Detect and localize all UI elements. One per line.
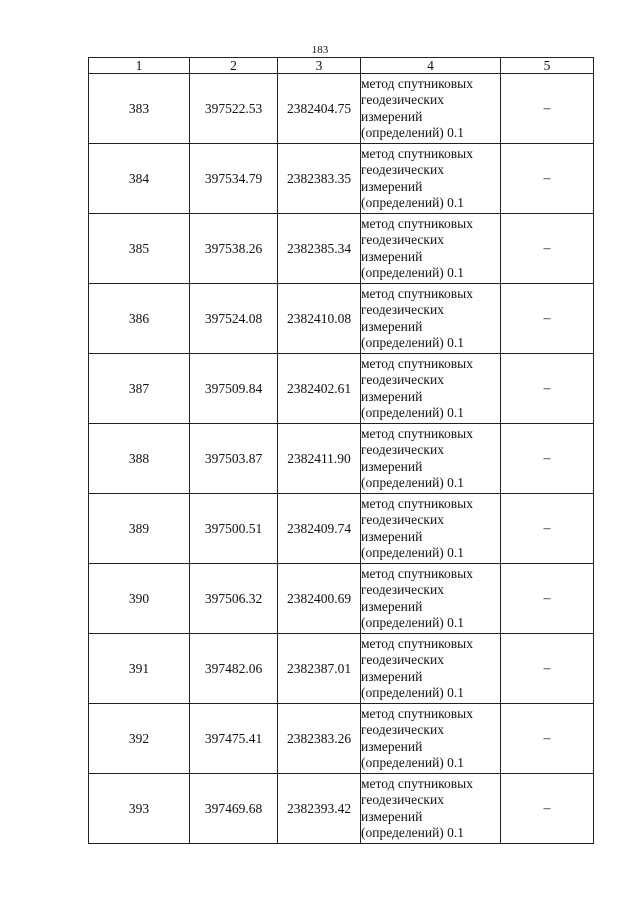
- method-line: (определений) 0.1: [361, 685, 465, 700]
- method-line: геодезических: [361, 582, 444, 597]
- point-number-cell: 384: [89, 144, 190, 214]
- method-line: геодезических: [361, 722, 444, 737]
- note-cell: –: [501, 144, 594, 214]
- table-row: [89, 74, 594, 144]
- y-coordinate-cell: 2382383.35: [278, 144, 361, 214]
- x-coordinate-cell: 397524.08: [190, 284, 278, 354]
- y-coordinate-cell: 2382411.90: [278, 424, 361, 494]
- point-number-cell: 390: [89, 564, 190, 634]
- point-number-cell: 386: [89, 284, 190, 354]
- method-line: (определений) 0.1: [361, 195, 465, 210]
- method-line: метод спутниковых: [361, 775, 473, 791]
- y-coordinate-cell: 2382387.01: [278, 634, 361, 704]
- coordinates-table: [88, 57, 594, 844]
- method-line: (определений) 0.1: [361, 265, 465, 280]
- header-row: [89, 58, 594, 74]
- method-cell: [361, 144, 501, 214]
- method-line: геодезических: [361, 512, 444, 527]
- y-coordinate-cell: 2382385.34: [278, 214, 361, 284]
- page-number: 183: [311, 44, 329, 56]
- method-line: геодезических: [361, 162, 444, 177]
- table-header: [89, 58, 594, 74]
- y-coordinate-cell: 2382383.26: [278, 704, 361, 774]
- table-row: [89, 494, 594, 564]
- point-number-cell: 383: [89, 74, 190, 144]
- x-coordinate-cell: 397482.06: [190, 634, 278, 704]
- x-coordinate-cell: 397534.79: [190, 144, 278, 214]
- table-row: [89, 424, 594, 494]
- column-header-1: 1: [89, 58, 190, 74]
- method-line: измерений: [361, 528, 423, 544]
- method-line: измерений: [361, 318, 423, 334]
- method-line: метод спутниковых: [361, 635, 473, 651]
- method-line: метод спутниковых: [361, 285, 473, 301]
- method-line: геодезических: [361, 232, 444, 247]
- table-row: [89, 564, 594, 634]
- x-coordinate-cell: 397522.53: [190, 74, 278, 144]
- method-line: геодезических: [361, 92, 444, 107]
- x-coordinate-cell: 397475.41: [190, 704, 278, 774]
- y-coordinate-cell: 2382404.75: [278, 74, 361, 144]
- method-cell: [361, 74, 501, 144]
- method-line: метод спутниковых: [361, 705, 473, 721]
- method-line: геодезических: [361, 372, 444, 387]
- method-cell: [361, 214, 501, 284]
- method-line: метод спутниковых: [361, 425, 473, 441]
- point-number-cell: 388: [89, 424, 190, 494]
- note-cell: –: [501, 354, 594, 424]
- method-line: измерений: [361, 388, 423, 404]
- note-cell: –: [501, 284, 594, 354]
- method-line: измерений: [361, 178, 423, 194]
- y-coordinate-cell: 2382400.69: [278, 564, 361, 634]
- point-number-cell: 391: [89, 634, 190, 704]
- point-number-cell: 392: [89, 704, 190, 774]
- point-number-cell: 393: [89, 774, 190, 844]
- note-cell: –: [501, 74, 594, 144]
- note-cell: –: [501, 494, 594, 564]
- method-line: (определений) 0.1: [361, 335, 465, 350]
- method-cell: [361, 634, 501, 704]
- x-coordinate-cell: 397503.87: [190, 424, 278, 494]
- table-body: [89, 74, 594, 844]
- note-cell: –: [501, 424, 594, 494]
- point-number-cell: 387: [89, 354, 190, 424]
- column-header-4: 4: [361, 58, 501, 74]
- column-header-2: 2: [190, 58, 278, 74]
- method-line: измерений: [361, 458, 423, 474]
- y-coordinate-cell: 2382402.61: [278, 354, 361, 424]
- method-line: (определений) 0.1: [361, 615, 465, 630]
- table-row: [89, 634, 594, 704]
- table-row: [89, 704, 594, 774]
- method-line: измерений: [361, 808, 423, 824]
- method-cell: [361, 284, 501, 354]
- x-coordinate-cell: 397509.84: [190, 354, 278, 424]
- point-number-cell: 389: [89, 494, 190, 564]
- y-coordinate-cell: 2382409.74: [278, 494, 361, 564]
- table-row: [89, 354, 594, 424]
- note-cell: –: [501, 634, 594, 704]
- method-line: измерений: [361, 108, 423, 124]
- table-row: [89, 144, 594, 214]
- x-coordinate-cell: 397506.32: [190, 564, 278, 634]
- method-line: измерений: [361, 738, 423, 754]
- method-line: метод спутниковых: [361, 145, 473, 161]
- method-line: метод спутниковых: [361, 565, 473, 581]
- table-row: [89, 774, 594, 844]
- method-line: метод спутниковых: [361, 355, 473, 371]
- method-line: геодезических: [361, 652, 444, 667]
- method-line: метод спутниковых: [361, 215, 473, 231]
- method-cell: [361, 704, 501, 774]
- note-cell: –: [501, 214, 594, 284]
- method-cell: [361, 424, 501, 494]
- method-line: (определений) 0.1: [361, 825, 465, 840]
- method-line: (определений) 0.1: [361, 475, 465, 490]
- method-line: метод спутниковых: [361, 75, 473, 91]
- column-header-3: 3: [278, 58, 361, 74]
- x-coordinate-cell: 397500.51: [190, 494, 278, 564]
- table-row: [89, 214, 594, 284]
- method-line: измерений: [361, 598, 423, 614]
- method-line: (определений) 0.1: [361, 545, 465, 560]
- x-coordinate-cell: 397469.68: [190, 774, 278, 844]
- method-line: (определений) 0.1: [361, 755, 465, 770]
- note-cell: –: [501, 704, 594, 774]
- method-line: геодезических: [361, 302, 444, 317]
- point-number-cell: 385: [89, 214, 190, 284]
- method-line: измерений: [361, 248, 423, 264]
- method-line: (определений) 0.1: [361, 125, 465, 140]
- y-coordinate-cell: 2382410.08: [278, 284, 361, 354]
- note-cell: –: [501, 564, 594, 634]
- table-row: [89, 284, 594, 354]
- method-cell: [361, 564, 501, 634]
- method-cell: [361, 354, 501, 424]
- method-line: геодезических: [361, 442, 444, 457]
- method-line: измерений: [361, 668, 423, 684]
- y-coordinate-cell: 2382393.42: [278, 774, 361, 844]
- column-header-5: 5: [501, 58, 594, 74]
- method-cell: [361, 494, 501, 564]
- x-coordinate-cell: 397538.26: [190, 214, 278, 284]
- method-line: метод спутниковых: [361, 495, 473, 511]
- note-cell: –: [501, 774, 594, 844]
- method-cell: [361, 774, 501, 844]
- method-line: геодезических: [361, 792, 444, 807]
- method-line: (определений) 0.1: [361, 405, 465, 420]
